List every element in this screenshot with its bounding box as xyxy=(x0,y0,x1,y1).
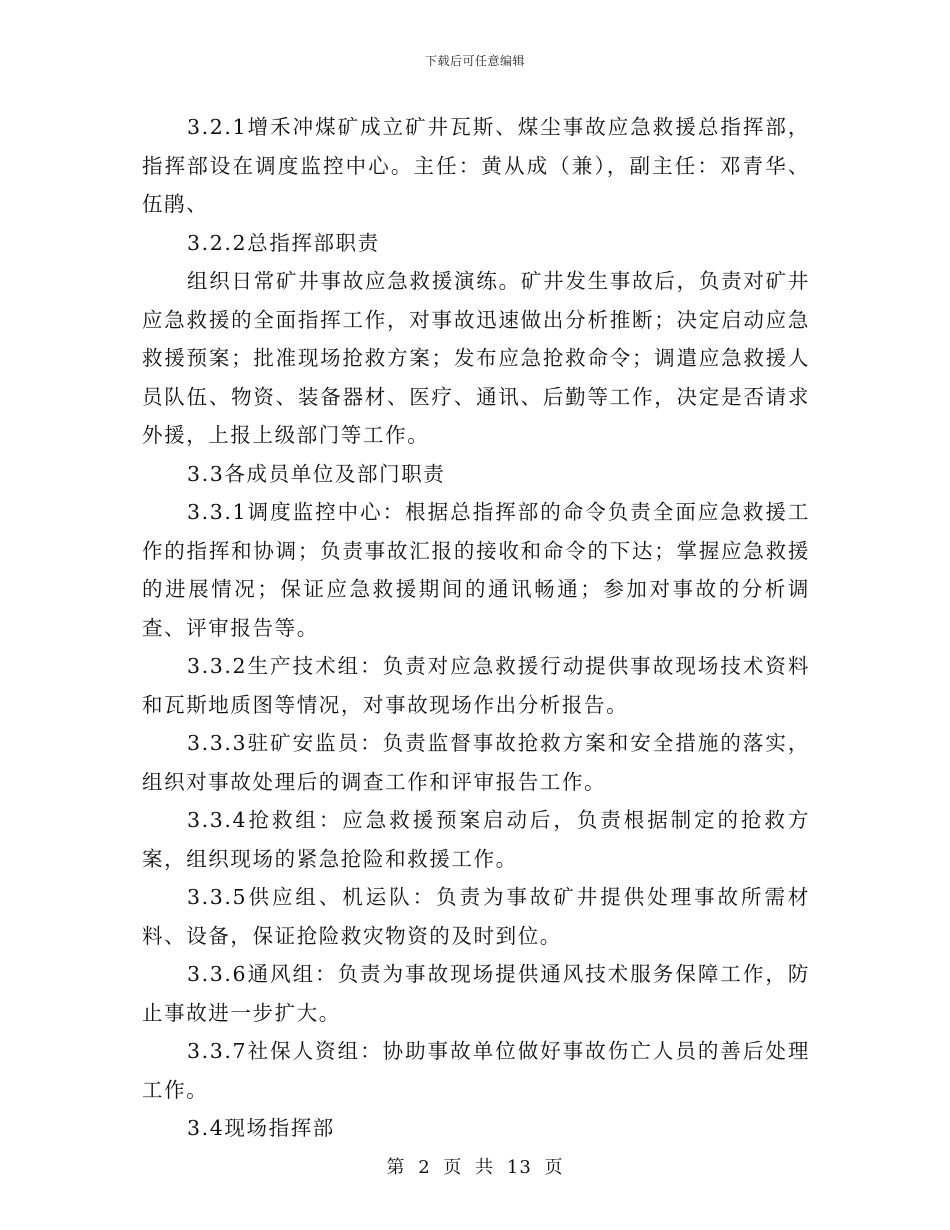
section-heading-3-3: 3.3各成员单位及部门职责 xyxy=(187,461,446,486)
paragraph-3-3-6: 3.3.6通风组：负责为事故现场提供通风技术服务保障工作，防止事故进一步扩大。 xyxy=(142,962,810,1025)
footer-total-label: 共 xyxy=(475,1157,495,1178)
footer-prefix: 第 xyxy=(386,1157,406,1178)
footer-current-page: 2 xyxy=(418,1157,431,1178)
paragraph-3-3-4: 3.3.4抢救组：应急救援预案启动后，负责根据制定的抢救方案，组织现场的紧急抢险和救援工作。 xyxy=(142,808,810,871)
paragraph-3-3-1: 3.3.1调度监控中心：根据总指挥部的命令负责全面应急救援工作的指挥和协调；负责事故汇报的接收和命令的下达；掌握应急救援的进展情况；保证应急救援期间的通讯畅通；参加对事故的分析调查、评审报告等。 xyxy=(142,500,810,640)
section-heading-3-4: 3.4现场指挥部 xyxy=(187,1116,335,1140)
paragraph-3-3-2: 3.3.2生产技术组：负责对应急救援行动提供事故现场技术资料和瓦斯地质图等情况，对事故现场作出分析报告。 xyxy=(142,654,810,717)
section-heading-3-2-2: 3.2.2总指挥部职责 xyxy=(187,230,380,255)
footer-total-pages: 13 xyxy=(506,1157,532,1178)
paragraph-3-2-1: 3.2.1增禾冲煤矿成立矿井瓦斯、煤尘事故应急救援总指挥部，指挥部设在调度监控中心。主任：黄从成（兼），副主任：邓青华、伍鹃、 xyxy=(142,115,810,216)
header-note: 下载后可任意编辑 xyxy=(424,54,525,68)
footer-suffix: 页 xyxy=(544,1157,564,1178)
paragraph-3-3-3: 3.3.3驻矿安监员：负责监督事故抢救方案和安全措施的落实，组织对事故处理后的调查工作和评审报告工作。 xyxy=(142,731,810,794)
paragraph-3-3-5: 3.3.5供应组、机运队：负责为事故矿井提供处理事故所需材料、设备，保证抢险救灾物资的及时到位。 xyxy=(142,885,810,948)
body-content xyxy=(142,108,810,1148)
paragraph-command-duties: 组织日常矿井事故应急救援演练。矿井发生事故后，负责对矿井应急救援的全面指挥工作，对事故迅速做出分析推断；决定启动应急救援预案；批准现场抢救方案；发布应急抢救命令；调遣应急救援人员队伍、物资、装备器材、医疗、通讯、后勤等工作，决定是否请求外援，上报上级部门等工作。 xyxy=(142,269,810,447)
footer-page-label: 页 xyxy=(443,1157,463,1178)
paragraph-3-3-7: 3.3.7社保人资组：协助事故单位做好事故伤亡人员的善后处理工作。 xyxy=(142,1039,810,1102)
page-footer xyxy=(0,1153,950,1179)
